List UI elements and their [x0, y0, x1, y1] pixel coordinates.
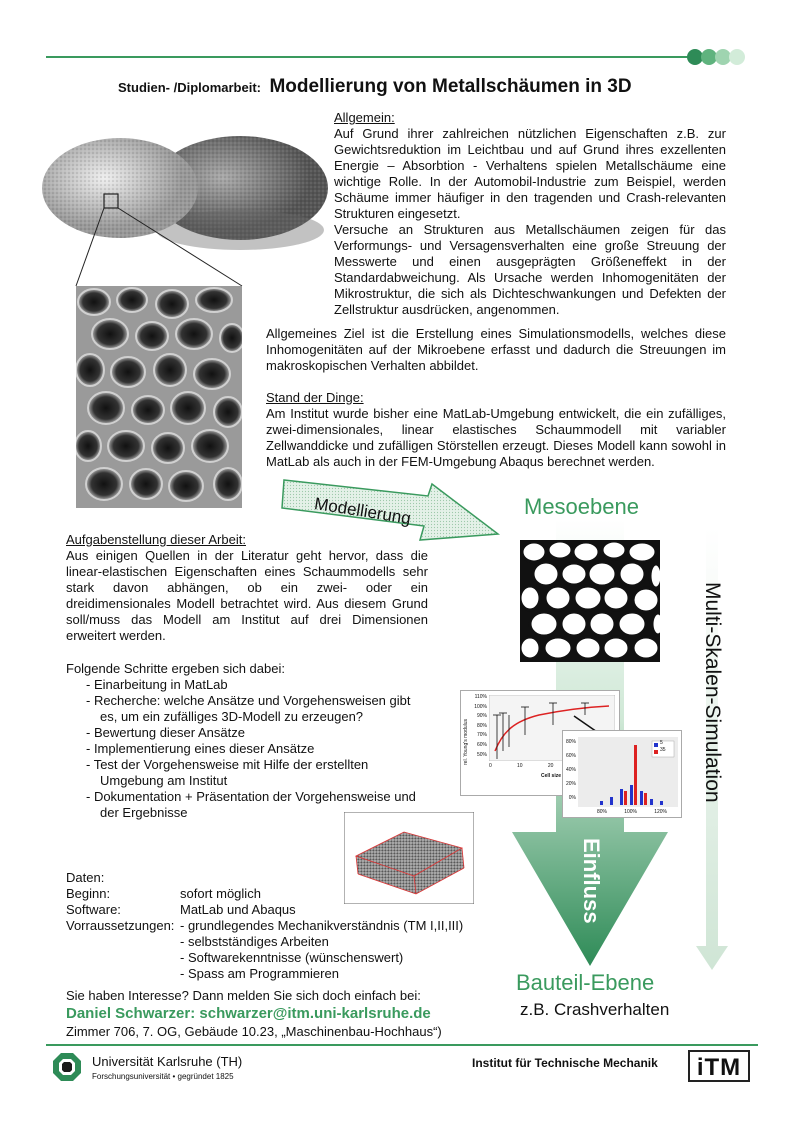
- data-label: Software:: [66, 902, 121, 917]
- chart1-xlabel: Cell size: [541, 773, 562, 779]
- data-label: [66, 934, 180, 950]
- modellierung-label: Modellierung: [313, 494, 413, 528]
- chart2-ytick: 80%: [565, 739, 576, 745]
- step-item: - Bewertung dieser Ansätze: [86, 725, 245, 740]
- chart1-ytick: 50%: [476, 751, 487, 758]
- chart1-xtick: 0: [489, 763, 492, 769]
- task-heading: Aufgabenstellung dieser Arbeit:: [66, 532, 246, 547]
- bauteil-label: Bauteil-Ebene: [516, 970, 655, 995]
- university-logo-icon: [52, 1052, 82, 1082]
- data-row: [66, 902, 486, 918]
- data-row: [66, 918, 486, 934]
- header-rule: [46, 56, 694, 58]
- data-row: [66, 950, 486, 966]
- contact-room: Zimmer 706, 7. OG, Gebäude 10.23, „Maschinenbau-Hochhaus“): [66, 1024, 442, 1039]
- chart2-ytick: 0%: [568, 795, 576, 801]
- data-label: [66, 966, 180, 982]
- itm-logo: iTM: [688, 1050, 750, 1082]
- title-main: Modellierung von Metallschäumen in 3D: [269, 76, 632, 97]
- chart1-yticks: [471, 693, 487, 760]
- data-value: sofort möglich: [180, 886, 261, 901]
- foam-micro-image: [76, 286, 242, 508]
- data-row: [66, 934, 486, 950]
- mesh-2d-image: [520, 540, 660, 662]
- chart2-xticks: [597, 809, 667, 815]
- step-item: - Test der Vorgehensweise mit Hilfe der erstellten Umgebung am Institut: [86, 757, 369, 788]
- institute-name: Institut für Technische Mechanik: [472, 1056, 658, 1070]
- chart-distribution: [562, 730, 682, 818]
- intro-para2: Versuche an Strukturen aus Metallschäumen zeigen für das Verformungs- und Versagensverhalten eine große Streuung der Messwerte und einen ausgeprägten Größeneffekt in der Standardabweichung. Als Ursache werden Inhomogenitäten der Mikrostruktur, die sich als Dichteschwankungen und Defekten der Zellstruktur ausdrücken, angenommen.: [334, 222, 726, 317]
- step-item: - Einarbeitung in MatLab: [86, 677, 228, 692]
- intro-para1: Auf Grund ihrer zahlreichen nützlichen Eigenschaften z.B. zur Gewichtsreduktion im Leichtbau und auf Grund ihres exzellenten Energie – Absorbtion - Verhaltens spielen Metallschäume eine wichtige Rolle. In der Automobil-Industrie zum Beispiel, werden Schäume immer häufiger in den tragenden und Crash-relevanten Strukturen eingesetzt.: [334, 126, 726, 221]
- chart1-ytick: 110%: [474, 694, 487, 700]
- chart2-ytick: 60%: [565, 753, 576, 759]
- chart2-xtick: 120%: [654, 809, 667, 815]
- data-value: - Spass am Programmieren: [180, 966, 339, 981]
- intro-heading: Allgemein:: [334, 110, 395, 125]
- chart1-xtick: 10: [517, 763, 523, 769]
- data-heading: Daten:: [66, 870, 105, 885]
- data-value: - Softwarekenntnisse (wünschenswert): [180, 950, 404, 965]
- crash-label: z.B. Crashverhalten: [520, 1000, 670, 1019]
- data-label: Vorraussetzungen:: [66, 918, 175, 933]
- title-kind: Studien- /Diplomarbeit:: [118, 80, 261, 95]
- data-value: MatLab und Abaqus: [180, 902, 296, 917]
- footer-rule: [46, 1044, 758, 1046]
- task-text: Aus einigen Quellen in der Literatur geht hervor, dass die linear-elastischen Eigenschaften eines Schaummodells sehr stark davon abhängen, ob ein zwei- oder ein dreidimensionales Modell betrachtet wird. Aus diesem Grund soll/muss das Modell am Institut auf drei Dimensionen erweitert werden.: [66, 548, 428, 643]
- page-title: [118, 76, 718, 98]
- chart1-ytick: 80%: [476, 722, 487, 729]
- step-item: - Dokumentation + Präsentation der Vorgehensweise und der Ergebnisse: [86, 789, 416, 820]
- chart1-ytick: 100%: [474, 703, 487, 710]
- header-dots: [686, 48, 756, 66]
- chart1-ytick: 70%: [476, 732, 487, 739]
- data-value: - grundlegendes Mechanikverständnis (TM I,II,III): [180, 918, 464, 933]
- state-text: Am Institut wurde bisher eine MatLab-Umgebung entwickelt, die ein zufälliges, zwei-dimensionales, linear elastisches Schaummodell mit variabler Zellwanddicke und zufälligen Störstellen erzeugt. Dieses Modell kann sowohl in MatLab als auch in der FEM-Umgebung Abaqus berechnet werden.: [266, 406, 726, 469]
- chart2-yticks: [564, 735, 576, 805]
- step-item: - Implementierung eines dieser Ansätze: [86, 741, 315, 756]
- chart2-xtick: 100%: [624, 809, 637, 815]
- einfluss-label: Einfluss: [579, 838, 604, 924]
- university-subtitle: Forschungsuniversität • gegründet 1825: [92, 1072, 234, 1081]
- zoom-lines: [70, 200, 250, 290]
- step-item: - Recherche: welche Ansätze und Vorgehensweisen gibt es, um ein zufälliges 3D-Modell zu erzeugen?: [86, 693, 411, 724]
- chart2-legend-1: 5: [660, 740, 663, 746]
- state-heading: Stand der Dinge:: [266, 390, 364, 405]
- data-label: [66, 950, 180, 966]
- goal-text: Allgemeines Ziel ist die Erstellung eines Simulationsmodells, welches diese Inhomogenitäten auf der Mikroebene erfasst und dadurch die Streuungen im makroskopischen Verhalten abbildet.: [266, 326, 726, 373]
- contact-email[interactable]: Daniel Schwarzer: schwarzer@itm.uni-karlsruhe.de: [66, 1005, 431, 1022]
- data-label: Beginn:: [66, 886, 111, 901]
- data-value: - selbstständiges Arbeiten: [180, 934, 329, 949]
- multiscale-label: Multi-Skalen-Simulation: [701, 582, 724, 803]
- chart1-ylabel: rel. Young's modulus: [463, 719, 469, 765]
- data-row: [66, 886, 486, 902]
- chart2-legend-2: 35: [660, 747, 666, 753]
- chart1-ytick: 90%: [476, 713, 487, 720]
- contact-prompt: Sie haben Interesse? Dann melden Sie sich doch einfach bei:: [66, 988, 421, 1003]
- chart2-ytick: 20%: [565, 781, 576, 787]
- steps-heading: Folgende Schritte ergeben sich dabei:: [66, 661, 285, 676]
- university-name: Universität Karlsruhe (TH): [92, 1054, 243, 1069]
- chart1-ytick: 60%: [476, 741, 487, 748]
- chart1-xtick: 20: [547, 763, 554, 769]
- meso-label: Mesoebene: [524, 494, 639, 519]
- chart2-xtick: 80%: [597, 809, 608, 815]
- data-row: [66, 966, 486, 982]
- chart2-ytick: 40%: [565, 767, 576, 773]
